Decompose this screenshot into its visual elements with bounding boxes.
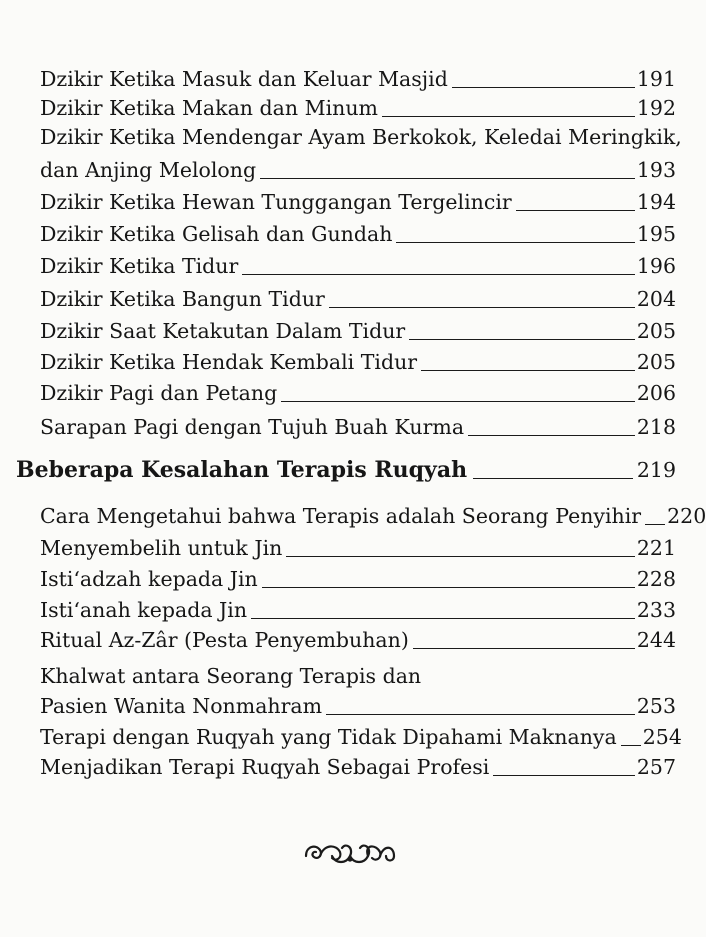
toc-entry [40, 627, 676, 653]
toc-entry [40, 724, 682, 750]
toc-entry-title: Dzikir Ketika Bangun Tidur [40, 287, 325, 311]
toc-entry-page: 233 [636, 598, 676, 622]
toc-entry [40, 693, 676, 719]
dot-leader [621, 745, 641, 746]
toc-entry [40, 414, 676, 440]
toc-entry-title: Dzikir Ketika Hendak Kembali Tidur [40, 350, 418, 374]
dot-leader [409, 339, 635, 340]
toc-entry-page: 196 [636, 254, 676, 278]
dot-leader [260, 178, 635, 179]
toc-entry-title: dan Anjing Melolong [40, 158, 257, 182]
toc-entry [40, 157, 676, 183]
dot-leader [262, 587, 635, 588]
toc-entry-title: Pasien Wanita Nonmahram [40, 694, 323, 718]
toc-entry [40, 189, 676, 215]
toc-entry [40, 286, 676, 312]
toc-entry [40, 95, 676, 121]
section-heading-page: 219 [636, 458, 676, 482]
toc-entry [40, 503, 706, 529]
toc-entry-page: 191 [636, 67, 676, 91]
dot-leader [473, 478, 633, 479]
dot-leader [421, 370, 635, 371]
dot-leader [329, 307, 635, 308]
toc-entry-page: 192 [636, 96, 676, 120]
toc-entry-page: 221 [636, 536, 676, 560]
dot-leader [493, 775, 635, 776]
toc-entry-title: Isti‘adzah kepada Jin [40, 567, 258, 591]
toc-entry-page: 253 [636, 694, 676, 718]
toc-entry-page: 218 [636, 415, 676, 439]
toc-entry-page: 220 [667, 504, 706, 528]
dot-leader [516, 210, 635, 211]
dot-leader [281, 401, 635, 402]
toc-entry-title: Dzikir Saat Ketakutan Dalam Tidur [40, 319, 406, 343]
toc-entry [40, 535, 676, 561]
toc-entry [40, 66, 676, 92]
toc-entry-title: Dzikir Ketika Tidur [40, 254, 239, 278]
toc-entry [40, 754, 676, 780]
toc-entry-title: Sarapan Pagi dengan Tujuh Buah Kurma [40, 415, 465, 439]
toc-entry-title: Cara Mengetahui bahwa Terapis adalah Seorang Penyihir [40, 504, 642, 528]
section-heading [16, 456, 676, 484]
dot-leader [452, 87, 635, 88]
toc-entry-title: Dzikir Ketika Masuk dan Keluar Masjid [40, 67, 448, 91]
toc-entry-title: Ritual Az-Zâr (Pesta Penyembuhan) [40, 628, 409, 652]
toc-entry [40, 318, 676, 344]
toc-entry-title: Isti‘anah kepada Jin [40, 598, 248, 622]
toc-entry [40, 380, 676, 406]
toc-entry [40, 349, 676, 375]
dot-leader [286, 556, 635, 557]
toc-entry-page: 257 [636, 755, 676, 779]
toc-entry-page: 193 [636, 158, 676, 182]
toc-entry-title: Menyembelih untuk Jin [40, 536, 283, 560]
toc-entry-page: 206 [636, 381, 676, 405]
toc-entry-page: 254 [642, 725, 682, 749]
toc-entry [40, 597, 676, 623]
toc-entry-page: 205 [636, 319, 676, 343]
toc-entry-title: Terapi dengan Ruqyah yang Tidak Dipahami Maknanya [40, 725, 617, 749]
toc-entry-page: 194 [636, 190, 676, 214]
toc-entry [40, 221, 676, 247]
toc-entry-title: Dzikir Ketika Hewan Tunggangan Tergelincir [40, 190, 512, 214]
toc-entry-page: 244 [636, 628, 676, 652]
floral-ornament-icon [302, 834, 398, 868]
dot-leader [382, 116, 635, 117]
dot-leader [413, 648, 635, 649]
toc-entry-title: Dzikir Ketika Makan dan Minum [40, 96, 378, 120]
toc-entry-title: Dzikir Ketika Gelisah dan Gundah [40, 222, 393, 246]
toc-entry-page: 205 [636, 350, 676, 374]
toc-entry-title-line1: Khalwat antara Seorang Terapis dan [40, 664, 422, 688]
dot-leader [242, 274, 635, 275]
dot-leader [396, 242, 634, 243]
dot-leader [326, 714, 635, 715]
toc-entry [40, 253, 676, 279]
dot-leader [468, 435, 635, 436]
toc-entry [40, 566, 676, 592]
dot-leader [645, 524, 665, 525]
toc-entry-page: 204 [636, 287, 676, 311]
toc-entry-title-line1: Dzikir Ketika Mendengar Ayam Berkokok, Keledai Meringkik, [40, 125, 682, 149]
section-heading-title: Beberapa Kesalahan Terapis Ruqyah [16, 457, 468, 483]
toc-entry-title: Menjadikan Terapi Ruqyah Sebagai Profesi [40, 755, 490, 779]
toc-entry-page: 195 [636, 222, 676, 246]
dot-leader [251, 618, 635, 619]
toc-entry-title: Dzikir Pagi dan Petang [40, 381, 278, 405]
toc-entry-page: 228 [636, 567, 676, 591]
